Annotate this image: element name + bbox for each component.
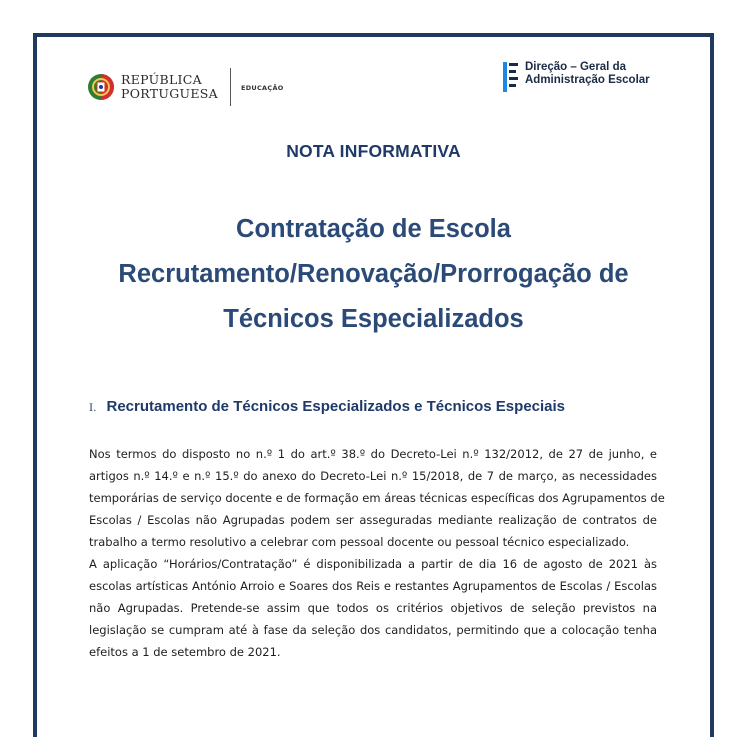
nota-informativa-label: NOTA INFORMATIVA <box>286 141 461 161</box>
republica-portuguesa-logo <box>87 65 284 109</box>
paragraph-line: efeitos a 1 de setembro de 2021. <box>89 645 281 659</box>
paragraph-2 <box>89 553 657 663</box>
republica-portuguesa-wordmark <box>121 73 218 101</box>
body-text <box>89 443 665 663</box>
title-line-2: Recrutamento/Renovação/Prorrogação de <box>118 260 629 288</box>
paragraph-line: escolas artísticas António Arroio e Soares dos Reis e restantes Agrupamentos de Escolas / Escolas <box>89 579 657 593</box>
paragraph-line: trabalho a termo resolutivo a celebrar com pessoal docente ou pessoal técnico especializado. <box>89 535 630 549</box>
section-number: I. <box>89 402 97 414</box>
paragraph-1 <box>89 443 665 553</box>
paragraph-line: legislação se cumpram até à fase da seleção dos candidatos, permitindo que a colocação tenha <box>89 623 657 637</box>
section-title: Recrutamento de Técnicos Especializados e Técnicos Especiais <box>106 398 566 415</box>
dgae-line2: Administração Escolar <box>525 74 650 86</box>
paragraph-line: temporárias de serviço docente e de formação em áreas técnicas específicas dos Agrupamentos de <box>89 491 665 505</box>
logo-divider <box>230 68 231 106</box>
dgae-wordmark <box>525 61 650 87</box>
rp-line2: PORTUGUESA <box>121 86 218 101</box>
dgae-bars-icon <box>503 62 519 92</box>
dgae-logo <box>503 61 650 92</box>
rp-line1: REPÚBLICA <box>121 72 202 87</box>
department-label: EDUCAÇÃO <box>240 84 284 92</box>
title-line-3: Técnicos Especializados <box>223 305 524 333</box>
paragraph-line: artigos n.º 14.º e n.º 15.º do anexo do Decreto-Lei n.º 15/2018, de 7 de março, as necessidades <box>89 469 657 483</box>
document-page <box>33 33 714 737</box>
paragraph-line: A aplicação “Horários/Contratação” é disponibilizada a partir de dia 16 de agosto de 2021 às <box>89 557 657 571</box>
paragraph-line: Escolas / Escolas não Agrupadas podem ser asseguradas mediante realização de contratos de <box>89 513 657 527</box>
paragraph-line: não Agrupadas. Pretende-se assim que todos os critérios objetivos de seleção previstos na <box>89 601 657 615</box>
portugal-emblem-icon <box>87 70 115 104</box>
document-title <box>37 207 710 342</box>
paragraph-line: Nos termos do disposto no n.º 1 do art.º 38.º do Decreto-Lei n.º 132/2012, de 27 de junho, e <box>89 447 657 461</box>
dgae-line1: Direção – Geral da <box>525 61 626 73</box>
title-line-1: Contratação de Escola <box>236 215 511 243</box>
section-heading <box>89 398 565 415</box>
